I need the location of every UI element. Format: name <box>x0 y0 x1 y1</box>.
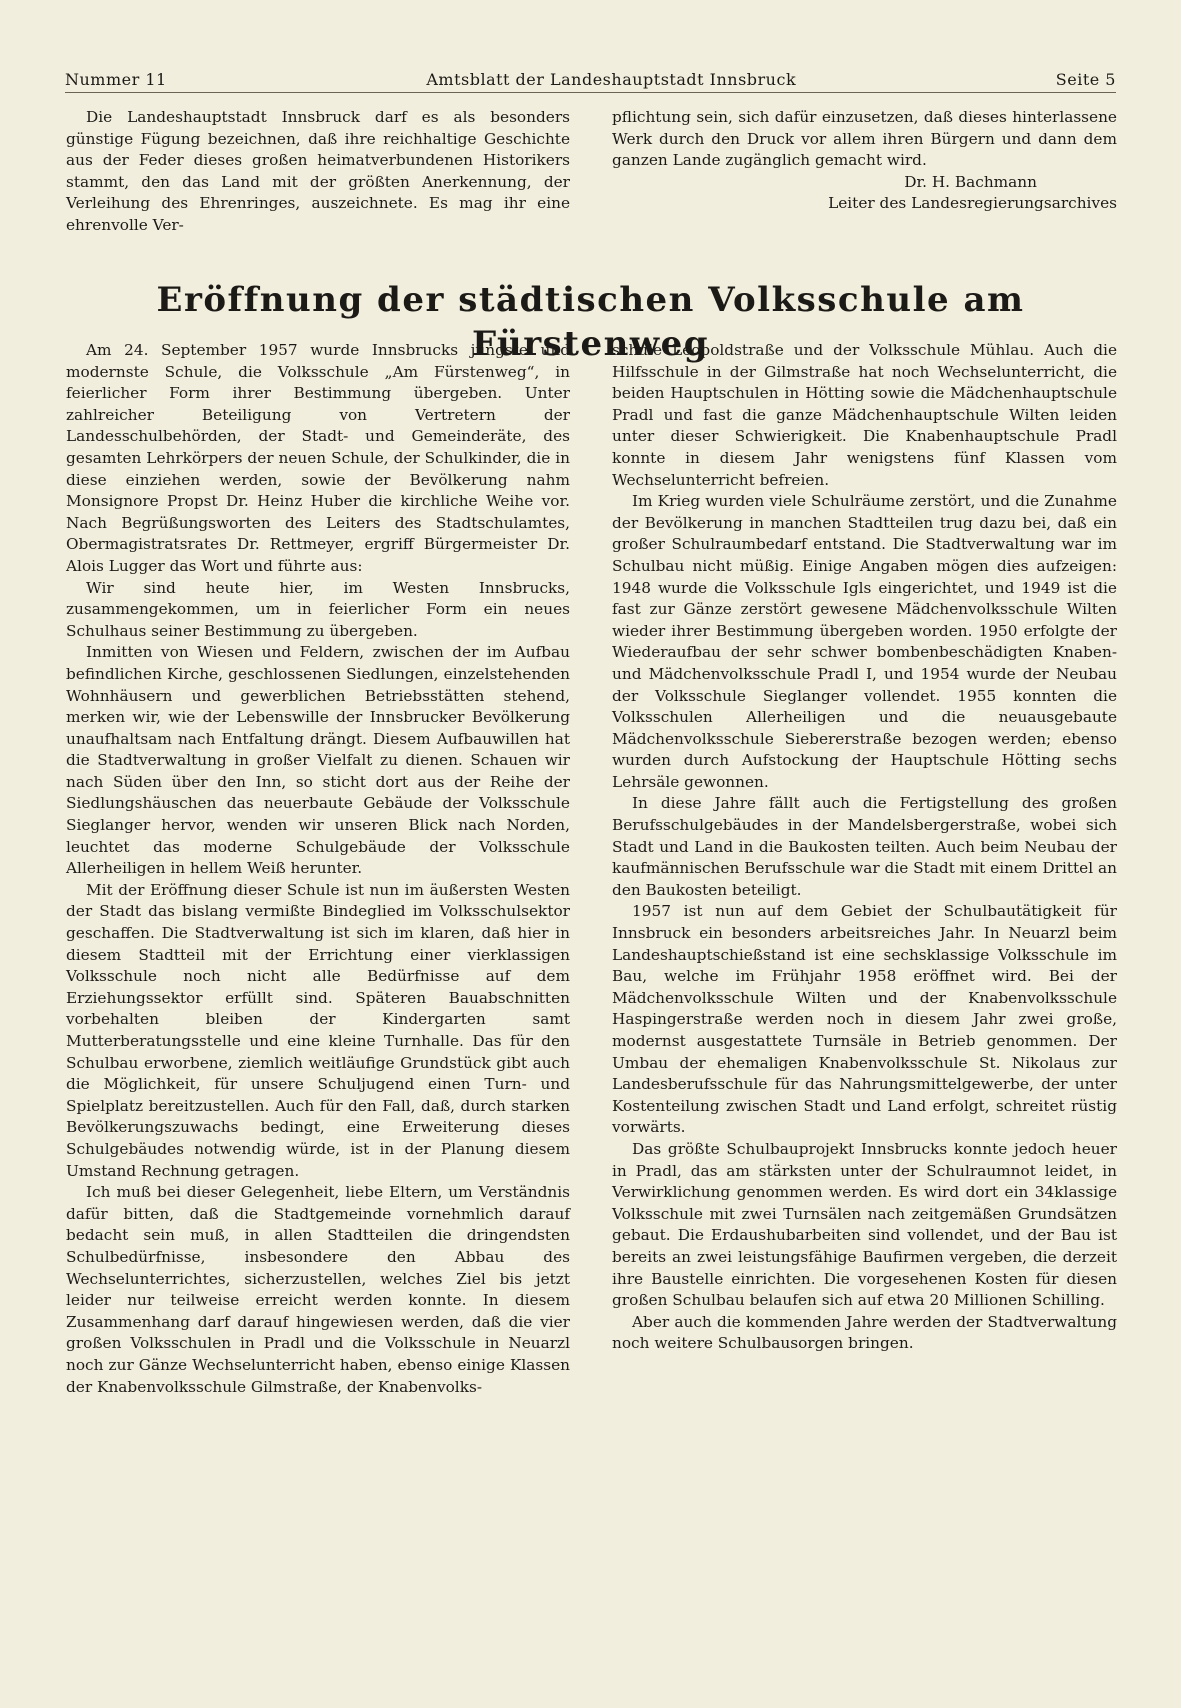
signature-title: Leiter des Landesregierungsarchives <box>828 194 1117 213</box>
article-paragraph: Das größte Schulbauprojekt Innsbrucks konnte jedoch heuer in Pradl, das am stärksten unter der Schulraumnot leidet, in Verwirklichung genommen werden. Es wird dort ein 34klassige Volksschule mit zwei Turnsälen nach zeitgemäßen Grundsätzen gebaut. Die Erdaushubarbeiten sind vollendet, und der Bau ist bereits an zwei leistungsfähige Baufirmen vergeben, die derzeit ihre Baustelle einrichten. Die vorgesehenen Kosten für diesen großen Schulbau belaufen sich auf etwa 20 Millionen Schilling. <box>612 1139 1117 1310</box>
article-paragraph: Aber auch die kommenden Jahre werden der Stadtverwaltung noch weitere Schulbausorgen bringen. <box>612 1312 1117 1353</box>
intro-column-right <box>612 107 1117 215</box>
article-headline: Eröffnung der städtischen Volksschule am Fürstenweg <box>156 280 1025 364</box>
signature-name: Dr. H. Bachmann <box>904 172 1037 191</box>
intro-column-left <box>66 107 570 237</box>
article-paragraph: Ich muß bei dieser Gelegenheit, liebe Eltern, um Verständnis dafür bitten, daß die Stadtgemeinde vornehmlich darauf bedacht sein muß, in allen Stadtteilen die dringendsten Schulbedürfnisse, insbesondere den Abbau des Wechselunterrichtes, sicherzustellen, welches Ziel bis jetzt leider nur teilweise erreicht werden konnte. In diesem Zusammenhang darf darauf hingewiesen werden, daß die vier großen Volksschulen in Pradl und die Volksschule in Neuarzl noch zur Gänze Wechselunterricht haben, ebenso einige Klassen der Knabenvolksschule Gilmstraße, der Knabenvolks- <box>66 1183 570 1396</box>
article-paragraph-continued: schule Leopoldstraße und der Volksschule Mühlau. Auch die Hilfsschule in der Gilmstraße hat noch Wechselunterricht, die beiden Hauptschulen in Hötting sowie die Mädchenhauptschule Pradl und fast die ganze Mädchenhauptschule Wilten leiden unter dieser Schwierigkeit. Die Knabenhauptschule Pradl konnte in diesem Jahr wenigstens fünf Klassen vom Wechselunterricht befreien. <box>612 341 1117 489</box>
article-column-left <box>66 340 570 1398</box>
article-paragraph: 1957 ist nun auf dem Gebiet der Schulbautätigkeit für Innsbruck ein besonders arbeitsreiches Jahr. In Neuarzl beim Landeshauptschießstand ist eine sechsklassige Volksschule im Bau, welche im Frühjahr 1958 eröffnet wird. Bei der Mädchenvolksschule Wilten und der Knabenvolksschule Haspingerstraße werden noch in diesem Jahr zwei große, modernst ausgestattete Turnsäle in Betrieb genommen. Der Umbau der ehemaligen Knabenvolksschule St. Nikolaus zur Landesberufsschule für das Nahrungsmittelgewerbe, der unter Kostenteilung zwischen Stadt und Land erfolgt, schreitet rüstig vorwärts. <box>612 902 1117 1137</box>
intro-paragraph: Die Landeshauptstadt Innsbruck darf es als besonders günstige Fügung bezeichnen, daß ihre reichhaltige Geschichte aus der Feder dieses großen heimatverbundenen Historikers stammt, den das Land mit der größten Anerkennung, der Verleihung des Ehrenringes, auszeichnete. Es mag ihr eine ehrenvolle Ver- <box>66 108 570 234</box>
article-paragraph: Wir sind heute hier, im Westen Innsbrucks, zusammengekommen, um in feierlicher Form ein neues Schulhaus seiner Bestimmung zu übergeben. <box>66 578 570 640</box>
intro-paragraph-continued: pflichtung sein, sich dafür einzusetzen, daß dieses hinterlassene Werk durch den Druck vor allem ihren Bürgern und dann dem ganzen Lande zugänglich gemacht wird. <box>612 108 1117 170</box>
page-number: Seite 5 <box>1055 69 1116 89</box>
publication-name: Amtsblatt der Landeshauptstadt Innsbruck <box>426 69 797 89</box>
issue-number: Nummer 11 <box>65 69 167 89</box>
article-paragraph: Mit der Eröffnung dieser Schule ist nun im äußersten Westen der Stadt das bislang vermißte Bindeglied im Volksschulsektor geschaffen. Die Stadtverwaltung ist sich im klaren, daß hier in diesem Stadtteil mit der Errichtung einer vierklassigen Volksschule noch nicht alle Bedürfnisse auf dem Erziehungssektor erfüllt sind. Späteren Bauabschnitten vorbehalten bleiben der Kindergarten samt Mutterberatungsstelle und eine kleine Turnhalle. Das für den Schulbau erworbene, ziemlich weitläufige Grundstück gibt auch die Möglichkeit, für unsere Schuljugend einen Turn- und Spielplatz bereitzustellen. Auch für den Fall, daß, durch starken Bevölkerungszuwachs bedingt, eine Erweiterung dieses Schulgebäudes notwendig würde, ist in der Planung diesem Umstand Rechnung getragen. <box>66 880 570 1180</box>
article-paragraph: In diese Jahre fällt auch die Fertigstellung des großen Berufsschulgebäudes in der Mandelsbergerstraße, wobei sich Stadt und Land in die Baukosten teilten. Auch beim Neubau der kaufmännischen Berufsschule war die Stadt mit einem Drittel an den Baukosten beteiligt. <box>612 794 1117 899</box>
header-rule <box>65 92 1116 93</box>
article-paragraph: Am 24. September 1957 wurde Innsbrucks jüngste und modernste Schule, die Volksschule „Am Fürstenweg“, in feierlicher Form ihrer Bestimmung übergeben. Unter zahlreicher Beteiligung von Vertretern der Landesschulbehörden, der Stadt- und Gemeinderäte, des gesamten Lehrkörpers der neuen Schule, der Schulkinder, die in diese einziehen werden, sowie der Bevölkerung nahm Monsignore Propst Dr. Heinz Huber die kirchliche Weihe vor. Nach Begrüßungsworten des Leiters des Stadtschulamtes, Obermagistratsrates Dr. Rettmeyer, ergriff Bürgermeister Dr. Alois Lugger das Wort und führte aus: <box>66 341 570 575</box>
article-paragraph: Im Krieg wurden viele Schulräume zerstört, und die Zunahme der Bevölkerung in manchen Stadtteilen trug dazu bei, daß ein großer Schulraumbedarf entstand. Die Stadtverwaltung war im Schulbau nicht müßig. Einige Angaben mögen dies aufzeigen: 1948 wurde die Volksschule Igls eingerichtet, und 1949 ist die fast zur Gänze zerstört gewesene Mädchenvolksschule Wilten wieder ihrer Bestimmung übergeben worden. 1950 erfolgte der Wiederaufbau der sehr schwer bombenbeschädigten Knaben- und Mädchenvolksschule Pradl I, und 1954 wurde der Neubau der Volksschule Sieglanger vollendet. 1955 konnten die Volksschulen Allerheiligen und die neuausgebaute Mädchenvolksschule Siebererstraße bezogen werden; ebenso wurden durch Aufstockung der Hauptschule Hötting sechs Lehrsäle gewonnen. <box>612 492 1117 791</box>
article-column-right <box>612 340 1117 1355</box>
article-paragraph: Inmitten von Wiesen und Feldern, zwischen der im Aufbau befindlichen Kirche, geschlossenen Siedlungen, einzelstehenden Wohnhäusern und gewerblichen Betriebsstätten stehend, merken wir, wie der Lebenswille der Innsbrucker Bevölkerung unaufhaltsam nach Entfaltung drängt. Diesem Aufbauwillen hat die Stadtverwaltung in großer Vielfalt zu dienen. Schauen wir nach Süden über den Inn, so sticht dort aus der Reihe der Siedlungshäuschen das neuerbaute Gebäude der Volksschule Sieglanger hervor, wenden wir unseren Blick nach Norden, leuchtet das moderne Schulgebäude der Volksschule Allerheiligen in hellem Weiß herunter. <box>66 643 570 878</box>
running-header <box>65 66 1116 92</box>
